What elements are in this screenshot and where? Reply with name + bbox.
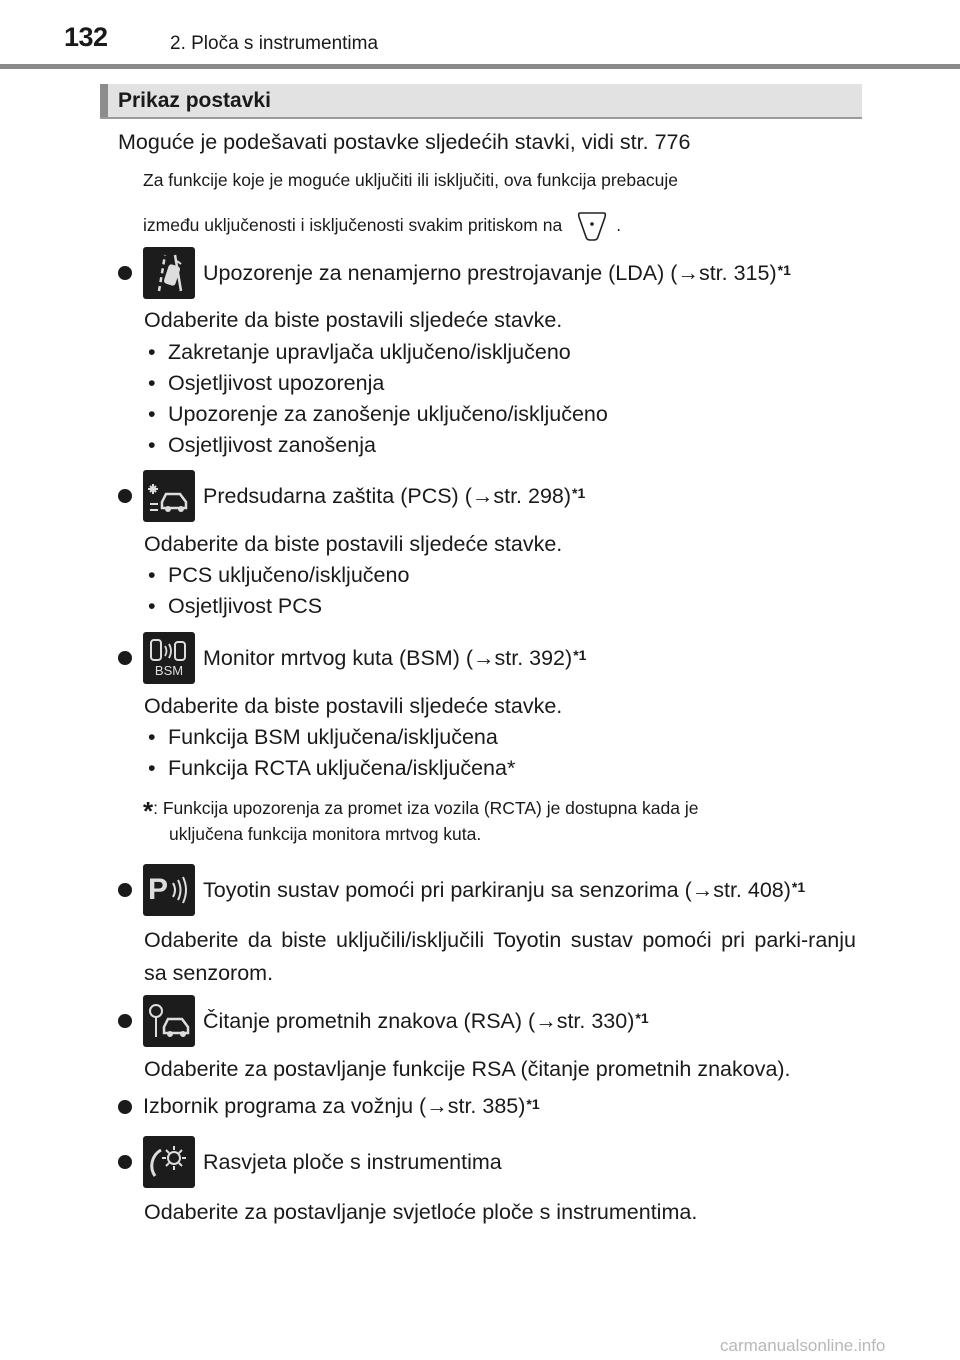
item-parking-description: Odaberite da biste uključili/isključili Toyotin sustav pomoći pri parki-ranju sa senzorom. — [144, 928, 856, 985]
item-lda-ref: str. 315) — [698, 260, 777, 285]
item-rsa-ref: str. 330) — [556, 1008, 635, 1033]
bullet — [118, 883, 132, 897]
list-item: • Osjetljivost PCS — [148, 594, 323, 618]
note-line-1: Za funkcije koje je moguće uključiti ili isključiti, ova funkcija prebacuje — [143, 170, 678, 190]
parking-icon-text: P — [147, 873, 168, 906]
item-rsa — [118, 995, 649, 1047]
arrow: → — [426, 1094, 448, 1118]
superscript: *1 — [777, 262, 791, 278]
item-pcs — [118, 470, 585, 522]
superscript: *1 — [791, 879, 806, 895]
list-item: • PCS uključeno/isključeno — [148, 563, 410, 587]
superscript: *1 — [572, 485, 586, 501]
bullet — [118, 1014, 132, 1028]
item-bsm-description: Odaberite da biste postavili sljedeće stavke. — [144, 694, 563, 718]
item-parking-title: Toyotin sustav pomoći pri parkiranju sa senzorima ( — [203, 877, 692, 902]
item-bsm-title: Monitor mrtvog kuta (BSM) ( — [203, 645, 473, 670]
page-number: 132 — [64, 22, 108, 52]
section-accent — [100, 84, 108, 117]
list-item: • Funkcija RCTA uključena/isključena* — [148, 756, 516, 780]
road-sign-assist-icon — [143, 995, 195, 1047]
list-item: • Osjetljivost upozorenja — [148, 371, 385, 395]
item-drive-mode-ref: str. 385) — [447, 1094, 526, 1118]
note-line-2-end: . — [616, 214, 622, 235]
item-panel-light — [118, 1136, 502, 1188]
item-pcs-description: Odaberite da biste postavili sljedeće stavke. — [144, 532, 563, 556]
item-bsm — [118, 632, 586, 684]
arrow: → — [535, 1008, 557, 1033]
item-lda-title: Upozorenje za nenamjerno prestrojavanje (LDA) ( — [203, 260, 678, 285]
item-lda — [118, 247, 791, 299]
bullet — [118, 489, 132, 503]
pre-collision-icon — [143, 470, 195, 522]
bullet — [118, 266, 132, 280]
section-title: Prikaz postavki — [118, 89, 271, 112]
touch-button-icon — [574, 207, 610, 243]
lane-departure-icon — [143, 247, 195, 299]
note-line-2-text: između uključenosti i isključenosti svakim pritiskom na — [143, 214, 563, 235]
blind-spot-monitor-icon — [143, 632, 195, 684]
superscript: *1 — [526, 1095, 540, 1112]
footnote-line-2: uključena funkcija monitora mrtvog kuta. — [169, 824, 482, 844]
footnote-star: * — [143, 796, 154, 826]
arrow: → — [691, 877, 714, 902]
list-item: • Zakretanje upravljača uključeno/isključeno — [148, 340, 571, 364]
list-item: • Funkcija BSM uključena/isključena — [148, 725, 498, 749]
item-panel-light-title: Rasvjeta ploče s instrumentima — [203, 1149, 502, 1174]
watermark: carmanualsonline.info — [720, 1336, 886, 1355]
parking-sensor-icon — [143, 864, 195, 916]
intro-text: Moguće je podešavati postavke sljedećih stavki, vidi str. 776 — [118, 130, 691, 154]
bullet — [118, 1100, 132, 1114]
superscript: *1 — [573, 647, 587, 663]
section-heading — [100, 84, 862, 119]
footnote-text: : Funkcija upozorenja za promet iza vozila (RCTA) je dostupna kada je — [153, 798, 699, 818]
item-pcs-title: Predsudarna zaštita (PCS) ( — [203, 483, 472, 508]
item-parking-ref: str. 408) — [713, 877, 791, 902]
note-line-2 — [143, 207, 856, 243]
item-bsm-ref: str. 392) — [494, 645, 573, 670]
bsm-icon-text: BSM — [154, 663, 184, 678]
item-panel-light-description: Odaberite za postavljanje svjetloće ploče s instrumentima. — [144, 1200, 698, 1224]
list-item: • Upozorenje za zanošenje uključeno/isključeno — [148, 402, 608, 426]
chapter-title: 2. Ploča s instrumentima — [170, 33, 379, 54]
arrow: → — [473, 645, 495, 670]
item-rsa-title: Čitanje prometnih znakova (RSA) ( — [203, 1008, 536, 1033]
item-pcs-ref: str. 298) — [493, 483, 572, 508]
superscript: *1 — [635, 1010, 649, 1026]
item-rsa-description: Odaberite za postavljanje funkcije RSA (čitanje prometnih znakova). — [144, 1057, 791, 1081]
arrow: → — [677, 260, 699, 285]
header-divider — [0, 64, 960, 69]
list-item: • Osjetljivost zanošenja — [148, 433, 376, 457]
footnote — [143, 796, 856, 827]
item-drive-mode-title: Izbornik programa za vožnju ( — [143, 1094, 427, 1118]
item-drive-mode — [118, 1094, 540, 1119]
bullet — [118, 1155, 132, 1169]
bullet — [118, 651, 132, 665]
instrument-panel-light-icon — [143, 1136, 195, 1188]
item-lda-description: Odaberite da biste postavili sljedeće stavke. — [144, 308, 563, 332]
item-parking — [118, 864, 805, 916]
arrow: → — [471, 483, 494, 508]
